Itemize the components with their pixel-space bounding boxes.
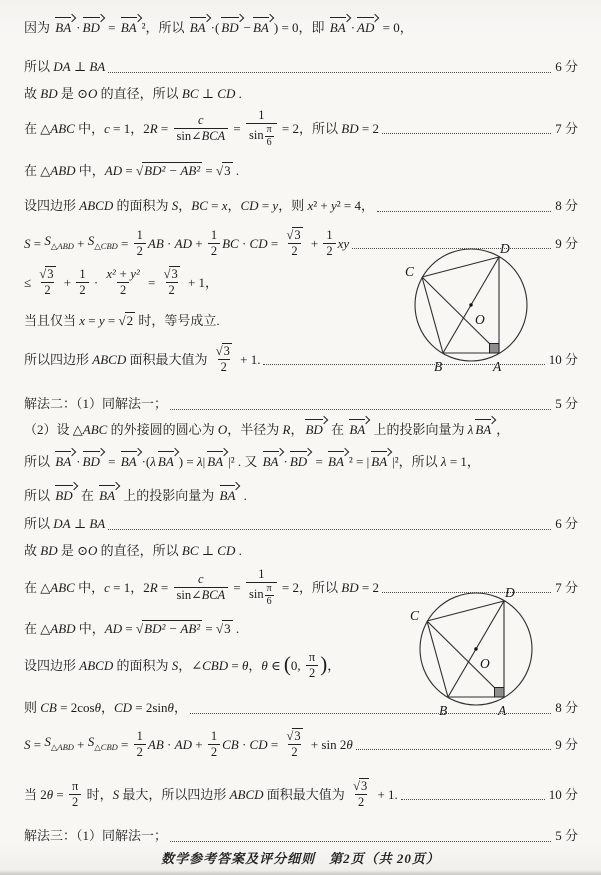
fraction-one-half: $\frac{1}{2}$: [134, 228, 146, 259]
score-label: 10 分: [548, 786, 578, 802]
vector-BA: BA: [120, 16, 141, 35]
vector-BD: BD: [220, 16, 242, 35]
label-B: B: [434, 359, 443, 374]
line-lambda-equation: 所以 BA · BD = BA ·( λ BA ) = λ | BA |² . 又 BA · BD = BA ² = | BA |²，所以 λ = 1，: [0, 452, 601, 471]
label-A: A: [498, 703, 507, 718]
vector-BA: BA: [348, 418, 369, 437]
fraction-one-half: $\frac{1}{2}$: [208, 228, 220, 259]
fraction-one-half: $\frac{1}{2}$: [134, 729, 146, 760]
label-A: A: [493, 359, 502, 374]
dot-leader: [170, 840, 551, 842]
close-paren: ): [320, 652, 328, 676]
line2-BD-diameter: 故 BD 是 ⊙ O 的直径，所以 BC ⊥ CD .: [24, 543, 242, 558]
subscript: △ABD: [50, 741, 74, 752]
fraction-x2y2-over-2: $\frac{\text{x² + y²}}{2}$: [106, 266, 140, 297]
vector-BA: BA: [120, 450, 141, 469]
dot-leader: [377, 210, 551, 212]
line-method3-part1: 解法三：（1）同解法一； 5 分: [24, 828, 578, 843]
score-label: 7 分: [555, 120, 578, 136]
dot-leader: [263, 363, 544, 365]
dot-leader: [108, 528, 551, 530]
dot-leader: [382, 132, 551, 134]
vector-BD: BD: [82, 450, 104, 469]
line-set-theta: 设四边形 ABCD 的面积为 S ，∠ CBD = θ ， θ ∈ ( 0, $\frac{\pi}{2}$ ) ，: [24, 650, 341, 680]
line-method2-setup: （2）设 △ ABC 的外接圆的圆心为 O ，半径为 R ， BD 在 BA 上的投影向量为 λ BA ，: [0, 420, 601, 439]
fraction-sqrt3-over-2: $\frac{√3}{2}$: [286, 729, 301, 759]
label-O: O: [475, 312, 485, 327]
fraction-sqrt3-over-2: $\frac{√3}{2}$: [39, 267, 54, 297]
vector-BA: BA: [474, 418, 495, 437]
line-law-of-sines: 在 △ ABC 中， c = 1，2 R = $\frac{c}{\text{sin∠BCA}}$ = 1 sin $\frac{\pi}{6}$ = 2，所以 BD = 2 7 分: [24, 108, 578, 148]
line-equality-condition: 当且仅当 x = y = √2 时，等号成立.: [24, 312, 220, 328]
fraction-pi-over-6: $\frac{\pi}{6}$: [266, 583, 272, 607]
subscript: △CBD: [94, 741, 118, 752]
dot-leader: [352, 247, 551, 249]
square-root: √2: [118, 313, 134, 328]
dot-leader: [190, 712, 551, 714]
square-root: √3: [353, 779, 368, 793]
fraction-1-over-sin-pi6: 1 sin $\frac{\pi}{6}$: [246, 567, 277, 607]
page-footer: 数学参考答案及评分细则 第2页（共 20页）: [161, 851, 440, 866]
square-root: √BD² − AB²: [135, 163, 201, 178]
square-root: √3: [216, 163, 231, 178]
square-root: √3: [216, 621, 231, 636]
line-DA-perp-BA: 所以 DA ⊥ BA 6 分: [24, 59, 578, 74]
line-area-sum-xy: S = $S_{\triangle ABD}$ + $S_{\triangle CBD}$ = $\frac{1}{2}$ AB · AD + $\frac{1}{2}$ BC · CD = $\frac{√3}{2}$ + $\frac{1}{2}$ xy 9 分: [24, 227, 578, 258]
dot-leader: [356, 748, 552, 750]
vector-BA: BA: [206, 450, 227, 469]
subscript: △CBD: [94, 240, 118, 251]
square-root: √3: [39, 267, 54, 281]
label-D: D: [505, 585, 515, 600]
vector-BA: BA: [98, 484, 119, 503]
line-area-sum-theta: S = $S_{\triangle ABD}$ + $S_{\triangle CBD}$ = $\frac{1}{2}$ AB · AD + $\frac{1}{2}$ CB · CD = $\frac{√3}{2}$ + sin 2 θ 9 分: [24, 728, 578, 759]
score-label: 8 分: [555, 700, 578, 715]
square-root: √3: [215, 344, 230, 358]
vector-BA: BA: [54, 450, 75, 469]
vector-BD: BD: [82, 16, 104, 35]
line2-DA-perp-BA: 所以 DA ⊥ BA 6 分: [24, 516, 578, 531]
label-C: C: [405, 264, 415, 279]
square-root: √3: [163, 267, 178, 281]
score-label: 9 分: [555, 235, 578, 251]
fraction-sqrt3-over-2: $\frac{√3}{2}$: [163, 267, 178, 297]
line-BD-diameter: 故 BD 是 ⊙ O 的直径，所以 BC ⊥ CD .: [24, 86, 242, 101]
vector-BD: BD: [54, 484, 76, 503]
vector-BA: BA: [189, 16, 210, 35]
line-inequality: ≤ $\frac{√3}{2}$ + $\frac{1}{2}$ · $\frac{\text{x² + y²}}{2}$ = $\frac{√3}{2}$ + 1，: [24, 266, 219, 297]
right-angle-marker: [495, 688, 505, 698]
label-B: B: [439, 703, 448, 718]
label-D: D: [500, 241, 510, 256]
line-method2-part1: 解法二：（1）同解法一； 5 分: [24, 396, 578, 411]
score-label: 10 分: [548, 351, 578, 367]
dot-leader: [108, 71, 551, 73]
fraction-pi-over-2: $\frac{\pi}{2}$: [69, 779, 81, 810]
vector-BA: BA: [157, 450, 178, 469]
score-label: 5 分: [555, 396, 578, 411]
line-set-area-xy: 设四边形 ABCD 的面积为 S ， BC = x ， CD = y ，则 x ² + y ² = 4， 8 分: [24, 198, 578, 213]
fraction-pi-over-6: $\frac{\pi}{6}$: [266, 124, 272, 148]
fraction-sqrt3-over-2: $\frac{√3}{2}$: [286, 228, 301, 258]
fraction-one-half: $\frac{1}{2}$: [323, 228, 335, 259]
score-label: 6 分: [555, 59, 578, 74]
dot-leader: [382, 591, 551, 593]
vector-BA: BA: [370, 450, 391, 469]
score-label: 5 分: [555, 828, 578, 843]
fraction-one-half: $\frac{1}{2}$: [208, 729, 220, 760]
center-dot: [469, 303, 472, 306]
score-label: 9 分: [555, 736, 578, 752]
line-CB-CD-trig: 则 CB = 2cos θ ， CD = 2sin θ ， 8 分: [24, 700, 578, 715]
label-C: C: [410, 608, 420, 623]
line2-AD-sqrt3: 在 △ ABD 中， AD = √BD² − AB² = √3 .: [24, 620, 240, 636]
vector-BA: BA: [54, 16, 75, 35]
score-label: 8 分: [555, 198, 578, 213]
open-paren: (: [283, 652, 291, 676]
fraction-sqrt3-over-2: $\frac{√3}{2}$: [215, 344, 230, 374]
line-AD-sqrt3: 在 △ ABD 中， AD = √BD² − AB² = √3 .: [24, 162, 240, 178]
vector-BA: BA: [219, 484, 240, 503]
fraction-1-over-sin-pi6: 1 sin $\frac{\pi}{6}$: [246, 108, 277, 148]
square-root: √BD² − AB²: [135, 621, 201, 636]
subscript: △ABD: [50, 240, 74, 251]
fraction-sqrt3-over-2: $\frac{√3}{2}$: [353, 779, 368, 809]
fraction-c-over-sinBCA: $\frac{c}{\text{sin∠BCA}}$: [174, 572, 229, 603]
line-max-area-method2: 当 2 θ = $\frac{\pi}{2}$ 时， S 最大，所以四边形 ABCD 面积最大值为 $\frac{√3}{2}$ + 1. 10 分: [24, 778, 578, 809]
vector-BA: BA: [327, 450, 348, 469]
square-root: √3: [286, 729, 301, 743]
square-root: √3: [286, 228, 301, 242]
vector-BA: BA: [252, 16, 273, 35]
dot-leader: [170, 408, 551, 410]
dot-leader: [401, 798, 545, 800]
score-label: 7 分: [555, 579, 578, 595]
vector-BD: BD: [289, 450, 311, 469]
line-projection-vector: 所以 BD 在 BA 上的投影向量为 BA .: [0, 486, 601, 505]
fraction-pi-over-2: $\frac{\pi}{2}$: [306, 650, 318, 681]
line2-law-of-sines: 在 △ ABC 中， c = 1，2 R = $\frac{c}{\text{sin∠BCA}}$ = 1 sin $\frac{\pi}{6}$ = 2，所以 BD = 2 7 分: [24, 567, 578, 607]
line-vector-identity: 因为 BA · BD = BA ²，所以 BA ·( BD − BA ) = 0，即 BA · AD = 0，: [0, 18, 601, 37]
vector-AD: AD: [356, 16, 378, 35]
fraction-one-half: $\frac{1}{2}$: [76, 267, 88, 298]
score-label: 6 分: [555, 516, 578, 531]
vector-BA: BA: [262, 450, 283, 469]
vector-BD: BD: [304, 418, 326, 437]
label-O: O: [480, 656, 490, 671]
vector-BA: BA: [329, 16, 350, 35]
line-max-area-method1: 所以四边形 ABCD 面积最大值为 $\frac{√3}{2}$ + 1. 10 分: [24, 344, 578, 374]
fraction-c-over-sinBCA: $\frac{c}{\text{sin∠BCA}}$: [174, 113, 229, 144]
